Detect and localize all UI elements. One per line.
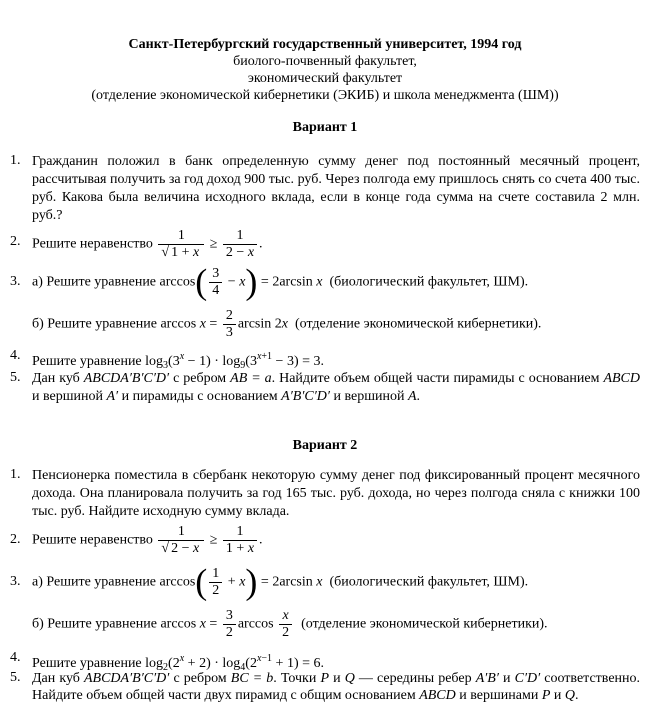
problem-prefix: а) Решите уравнение bbox=[32, 574, 157, 590]
problem-number: 3. bbox=[10, 274, 21, 289]
v2-problem-3b bbox=[10, 608, 640, 644]
variant-1-title: Вариант 1 bbox=[292, 120, 358, 135]
problem-prefix: Решите уравнение bbox=[32, 656, 142, 671]
problem-note: (отделение экономической кибернетики). bbox=[301, 616, 548, 632]
problem-note: (биологический факультет, ШМ). bbox=[329, 274, 529, 290]
problem-text: Пенсионерка поместила в сбербанк некоторую сумму денег под фиксированный процент месячного дохода. Она планировала получить за год 165 тыс. руб. дохода, но через полгода сняла с книжки 100 тыс. руб. Найдите исходную сумму вклада. bbox=[32, 468, 640, 519]
problem-number: 2. bbox=[10, 532, 21, 547]
problem-prefix: Решите неравенство bbox=[32, 532, 153, 548]
problem-number: 5. bbox=[10, 370, 21, 385]
fraction: $\frac{1}{√ 2 - x}$ bbox=[158, 524, 204, 557]
problem-prefix: б) Решите уравнение bbox=[32, 616, 157, 632]
fraction: $\frac{1}{1 + x}$ bbox=[223, 524, 257, 557]
problem-formula-line: а) Решите уравнение arccos( $\frac{1}{2}$ + x) = 2arcsin x (биологический факультет, ШМ). bbox=[32, 561, 529, 602]
problem-prefix: а) Решите уравнение bbox=[32, 274, 157, 290]
faculty-line-1: биолого-почвенный факультет, bbox=[233, 54, 417, 69]
problem-prefix: б) Решите уравнение bbox=[32, 316, 157, 332]
problem-number: 1. bbox=[10, 467, 21, 482]
problem-note: (отделение экономической кибернетики). bbox=[294, 316, 542, 332]
header bbox=[0, 36, 650, 104]
problem-formula-line: Решите уравнение $\log_2(2^x + 2) \cdot \log_4(2^{x-1} + 1) = 6$. bbox=[32, 653, 324, 673]
problem-number: 2. bbox=[10, 234, 21, 249]
faculty-line-2: экономический факультет bbox=[247, 71, 403, 86]
v2-problem-2 bbox=[10, 524, 640, 560]
v1-problem-3a bbox=[10, 261, 640, 302]
v2-problem-1 bbox=[10, 467, 640, 521]
v1-problem-4 bbox=[10, 348, 640, 371]
problem-prefix: Решите уравнение bbox=[32, 354, 142, 369]
v1-problem-3b bbox=[10, 308, 640, 344]
problem-formula-line: б) Решите уравнение arccos x = $\frac{2}{3}$ arcsin 2x (отделение экономической кибернетики). bbox=[32, 308, 542, 340]
problem-number: 1. bbox=[10, 153, 21, 168]
v1-problem-2 bbox=[10, 228, 640, 264]
fraction: $\frac{1}{2 - x}$ bbox=[223, 228, 257, 261]
problem-number: 3. bbox=[10, 574, 21, 589]
problem-text: Дан куб ABCDA′B′C′D′ с ребром AB = a. Найдите объем общей части пирамиды с основанием ABCD и вершиной A′ и пирамиды с основанием A′B′C′D′ и вершиной A. bbox=[32, 371, 640, 404]
problem-formula-line: а) Решите уравнение arccos( $\frac{3}{4}$ − x) = 2arcsin x (биологический факультет, ШМ). bbox=[32, 261, 529, 302]
university-line: Санкт-Петербургский государственный университет, 1994 год bbox=[128, 37, 522, 52]
problem-formula-line: Решите неравенство $\frac{1}{√ 1 + x}$ ≥ $\frac{1}{2 - x}$ . bbox=[32, 228, 263, 260]
problem-formula-line: Решите уравнение $\log_3(3^x - 1) \cdot \log_9(3^{x+1} - 3) = 3$. bbox=[32, 351, 324, 371]
problem-formula-line: Решите неравенство $\frac{1}{√ 2 - x}$ ≥ $\frac{1}{1 + x}$ . bbox=[32, 524, 263, 556]
problem-prefix: Решите неравенство bbox=[32, 236, 153, 252]
v1-problem-5 bbox=[10, 370, 640, 406]
v1-problem-1 bbox=[10, 153, 640, 225]
problem-text: Гражданин положил в банк определенную сумму денег под постоянный месячный процент, рассчитывая получить за год доход 900 тыс. руб. Через полгода ему пришлось снять со счета 400 тыс. руб. Какова была величина исходного вклада, если в конце года сумма на счете составила 2 млн. руб.? bbox=[32, 154, 640, 223]
problem-number: 4. bbox=[10, 348, 21, 363]
v2-problem-5 bbox=[10, 670, 640, 720]
problem-number: 5. bbox=[10, 670, 21, 685]
fraction: $\frac{1}{√ 1 + x}$ bbox=[158, 228, 204, 261]
problem-number: 4. bbox=[10, 650, 21, 665]
v2-problem-3a bbox=[10, 561, 640, 602]
problem-formula-line: б) Решите уравнение arccos x = $\frac{3}{2}$ arccos $\frac{x}{2}$ (отделение экономической кибернетики). bbox=[32, 608, 548, 640]
faculty-line-3: (отделение экономической кибернетики (ЭКИБ) и школа менеджмента (ШМ)) bbox=[91, 88, 559, 103]
v2-problem-4 bbox=[10, 650, 640, 673]
problem-note: (биологический факультет, ШМ). bbox=[329, 574, 529, 590]
problem-text: Дан куб ABCDA′B′C′D′ с ребром BC = b. Точки P и Q — середины ребер A′B′ и C′D′ соответственно. Найдите объем общей части двух пирамид с общим основанием ABCD и вершинами P и Q. bbox=[32, 671, 641, 703]
variant-2-title: Вариант 2 bbox=[292, 438, 358, 453]
